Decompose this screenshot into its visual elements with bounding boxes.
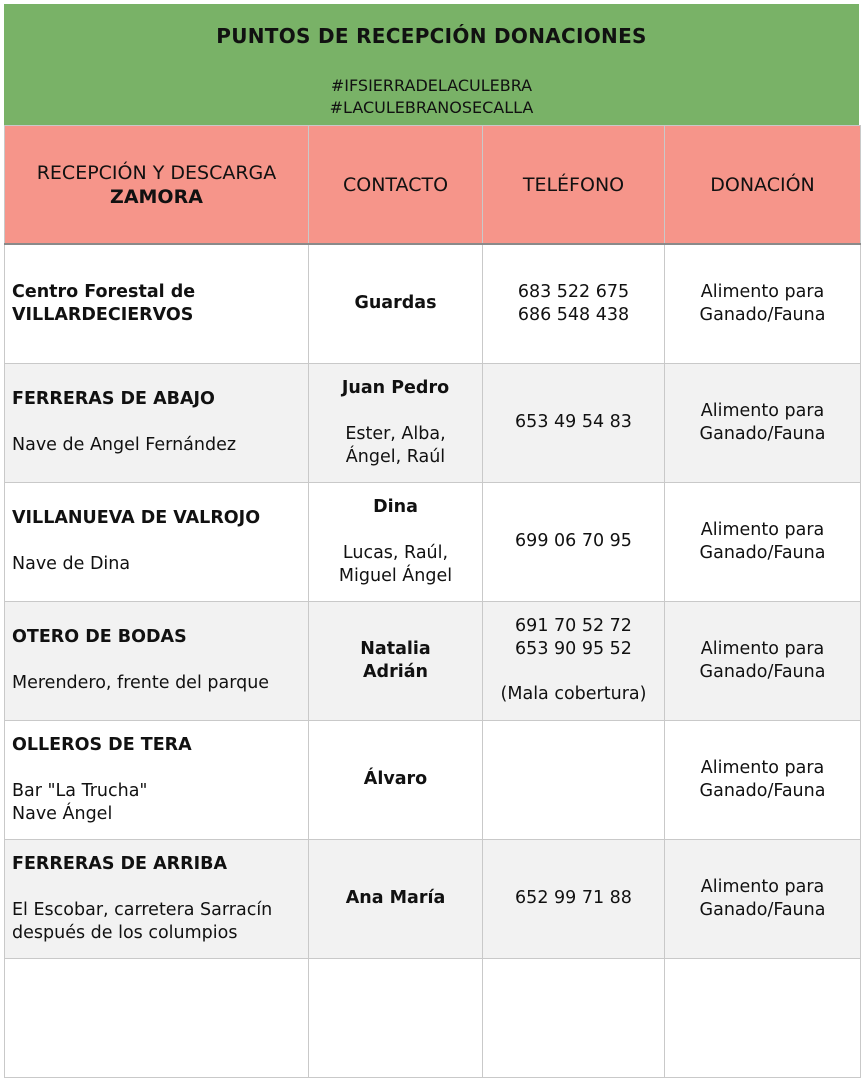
- place-name: [12, 626, 308, 649]
- table-row: [5, 244, 861, 363]
- phone-cell: [483, 839, 665, 958]
- phone-cell: [483, 720, 665, 839]
- place-name-line: FERRERAS DE ARRIBA: [12, 853, 227, 874]
- phone-numbers: [483, 887, 664, 910]
- contact-others: [309, 423, 482, 469]
- contact-other-line: Ester, Alba,: [345, 423, 446, 444]
- contact-others: [309, 542, 482, 588]
- phone-cell: [483, 482, 665, 601]
- donation-line: Alimento para: [700, 400, 825, 421]
- place-note: [12, 899, 308, 945]
- place-note-line: Nave de Dina: [12, 554, 131, 574]
- contact-cell: [309, 601, 483, 720]
- place-note-line: Nave de Angel Fernández: [12, 435, 237, 455]
- place-note-line: El Escobar, carretera Sarracín: [12, 899, 273, 920]
- donation-points-table: [4, 125, 861, 1078]
- contact-main: [309, 768, 482, 791]
- empty-cell: [5, 958, 309, 1077]
- contact-main: [309, 496, 482, 519]
- contact-cell: [309, 720, 483, 839]
- empty-cell: [483, 958, 665, 1077]
- phone-numbers: [483, 411, 664, 434]
- empty-cell: [309, 958, 483, 1077]
- banner-title: PUNTOS DE RECEPCIÓN DONACIONES: [216, 24, 647, 48]
- contact-other-line: Miguel Ángel: [338, 565, 453, 586]
- donation-cell: [665, 244, 861, 363]
- phone-number: 699 06 70 95: [515, 531, 632, 551]
- table-row-partial: [5, 958, 861, 1077]
- header-contact: CONTACTO: [309, 126, 483, 245]
- donation-cell: [665, 363, 861, 482]
- place-cell: [5, 720, 309, 839]
- place-note-line: Merendero, frente del parque: [12, 673, 270, 693]
- donation-cell: [665, 601, 861, 720]
- header-donation: DONACIÓN: [665, 126, 861, 245]
- place-cell: [5, 482, 309, 601]
- place-cell: [5, 363, 309, 482]
- contact-other-line: Lucas, Raúl,: [342, 542, 449, 563]
- contact-main: [309, 887, 482, 910]
- header-reception: [5, 126, 309, 245]
- place-note-line: después de los columpios: [12, 922, 238, 943]
- donation-line: Ganado/Fauna: [699, 899, 826, 920]
- phone-cell: [483, 363, 665, 482]
- contact-cell: [309, 363, 483, 482]
- phone-numbers: [483, 530, 664, 553]
- place-name: [12, 281, 308, 327]
- donation-cell: [665, 720, 861, 839]
- table-row: [5, 601, 861, 720]
- contact-cell: [309, 244, 483, 363]
- title-banner: [4, 4, 859, 125]
- phone-number: 653 90 95 52: [515, 639, 632, 659]
- phone-number: 683 522 675: [517, 281, 630, 302]
- place-name-line: VILLANUEVA DE VALROJO: [12, 508, 261, 528]
- header-reception-city: ZAMORA: [110, 185, 203, 208]
- donation-line: Ganado/Fauna: [699, 542, 826, 563]
- donation-line: Alimento para: [700, 638, 825, 659]
- contact-main: [309, 377, 482, 400]
- contact-name: Natalia: [360, 638, 431, 659]
- phone-cell: [483, 244, 665, 363]
- phone-cell: [483, 601, 665, 720]
- place-note: [12, 672, 308, 695]
- hashtag-culebra-no-se-calla: #LACULEBRANOSECALLA: [329, 98, 534, 117]
- empty-cell: [665, 958, 861, 1077]
- contact-main: [309, 292, 482, 315]
- place-note-line: Bar "La Trucha": [12, 780, 148, 801]
- place-name-line: FERRERAS DE ABAJO: [12, 389, 215, 409]
- place-cell: [5, 244, 309, 363]
- contact-cell: [309, 482, 483, 601]
- place-cell: [5, 601, 309, 720]
- phone-number: 691 70 52 72: [515, 616, 632, 636]
- place-name: [12, 388, 308, 411]
- donation-line: Ganado/Fauna: [699, 423, 826, 444]
- hashtag-sierra-culebra: #IFSIERRADELACULEBRA: [330, 76, 533, 95]
- phone-number: 686 548 438: [517, 304, 630, 325]
- place-name: [12, 734, 308, 757]
- table-row: [5, 720, 861, 839]
- place-note: [12, 780, 308, 826]
- header-phone: TELÉFONO: [483, 126, 665, 245]
- donation-line: Ganado/Fauna: [699, 780, 826, 801]
- place-cell: [5, 839, 309, 958]
- donation-cell: [665, 482, 861, 601]
- place-note: [12, 553, 308, 576]
- place-name: [12, 507, 308, 530]
- contact-name: Dina: [373, 496, 418, 517]
- contact-name: Ana María: [345, 888, 446, 908]
- contact-name: Adrián: [363, 661, 428, 682]
- place-note: [12, 434, 308, 457]
- table-row: [5, 839, 861, 958]
- table-body: [5, 244, 861, 1077]
- place-name-line: Centro Forestal de: [12, 281, 196, 302]
- phone-numbers: [483, 615, 664, 661]
- table-row: [5, 363, 861, 482]
- donation-line: Ganado/Fauna: [699, 661, 826, 682]
- donation-line: Ganado/Fauna: [699, 304, 826, 325]
- phone-number: 653 49 54 83: [515, 412, 632, 432]
- phone-number: 652 99 71 88: [515, 888, 632, 908]
- donation-cell: [665, 839, 861, 958]
- phone-note: (Mala cobertura): [500, 684, 647, 704]
- place-name-line: OLLEROS DE TERA: [12, 734, 192, 755]
- contact-other-line: Ángel, Raúl: [345, 446, 446, 467]
- contact-cell: [309, 839, 483, 958]
- donation-line: Alimento para: [700, 876, 825, 897]
- donation-line: Alimento para: [700, 757, 825, 778]
- contact-name: Guardas: [354, 293, 437, 314]
- donation-line: Alimento para: [700, 519, 825, 540]
- place-name-line: OTERO DE BODAS: [12, 627, 187, 647]
- contact-main: [309, 638, 482, 684]
- table-row: [5, 482, 861, 601]
- contact-name: Juan Pedro: [341, 377, 450, 398]
- place-name-line: VILLARDECIERVOS: [12, 304, 194, 325]
- place-name: [12, 853, 308, 876]
- table-header-row: [5, 126, 861, 245]
- header-reception-line1: RECEPCIÓN Y DESCARGA: [36, 161, 277, 184]
- phone-numbers: [483, 281, 664, 327]
- contact-name: Álvaro: [363, 769, 428, 789]
- place-note-line: Nave Ángel: [12, 803, 113, 824]
- donation-line: Alimento para: [700, 281, 825, 302]
